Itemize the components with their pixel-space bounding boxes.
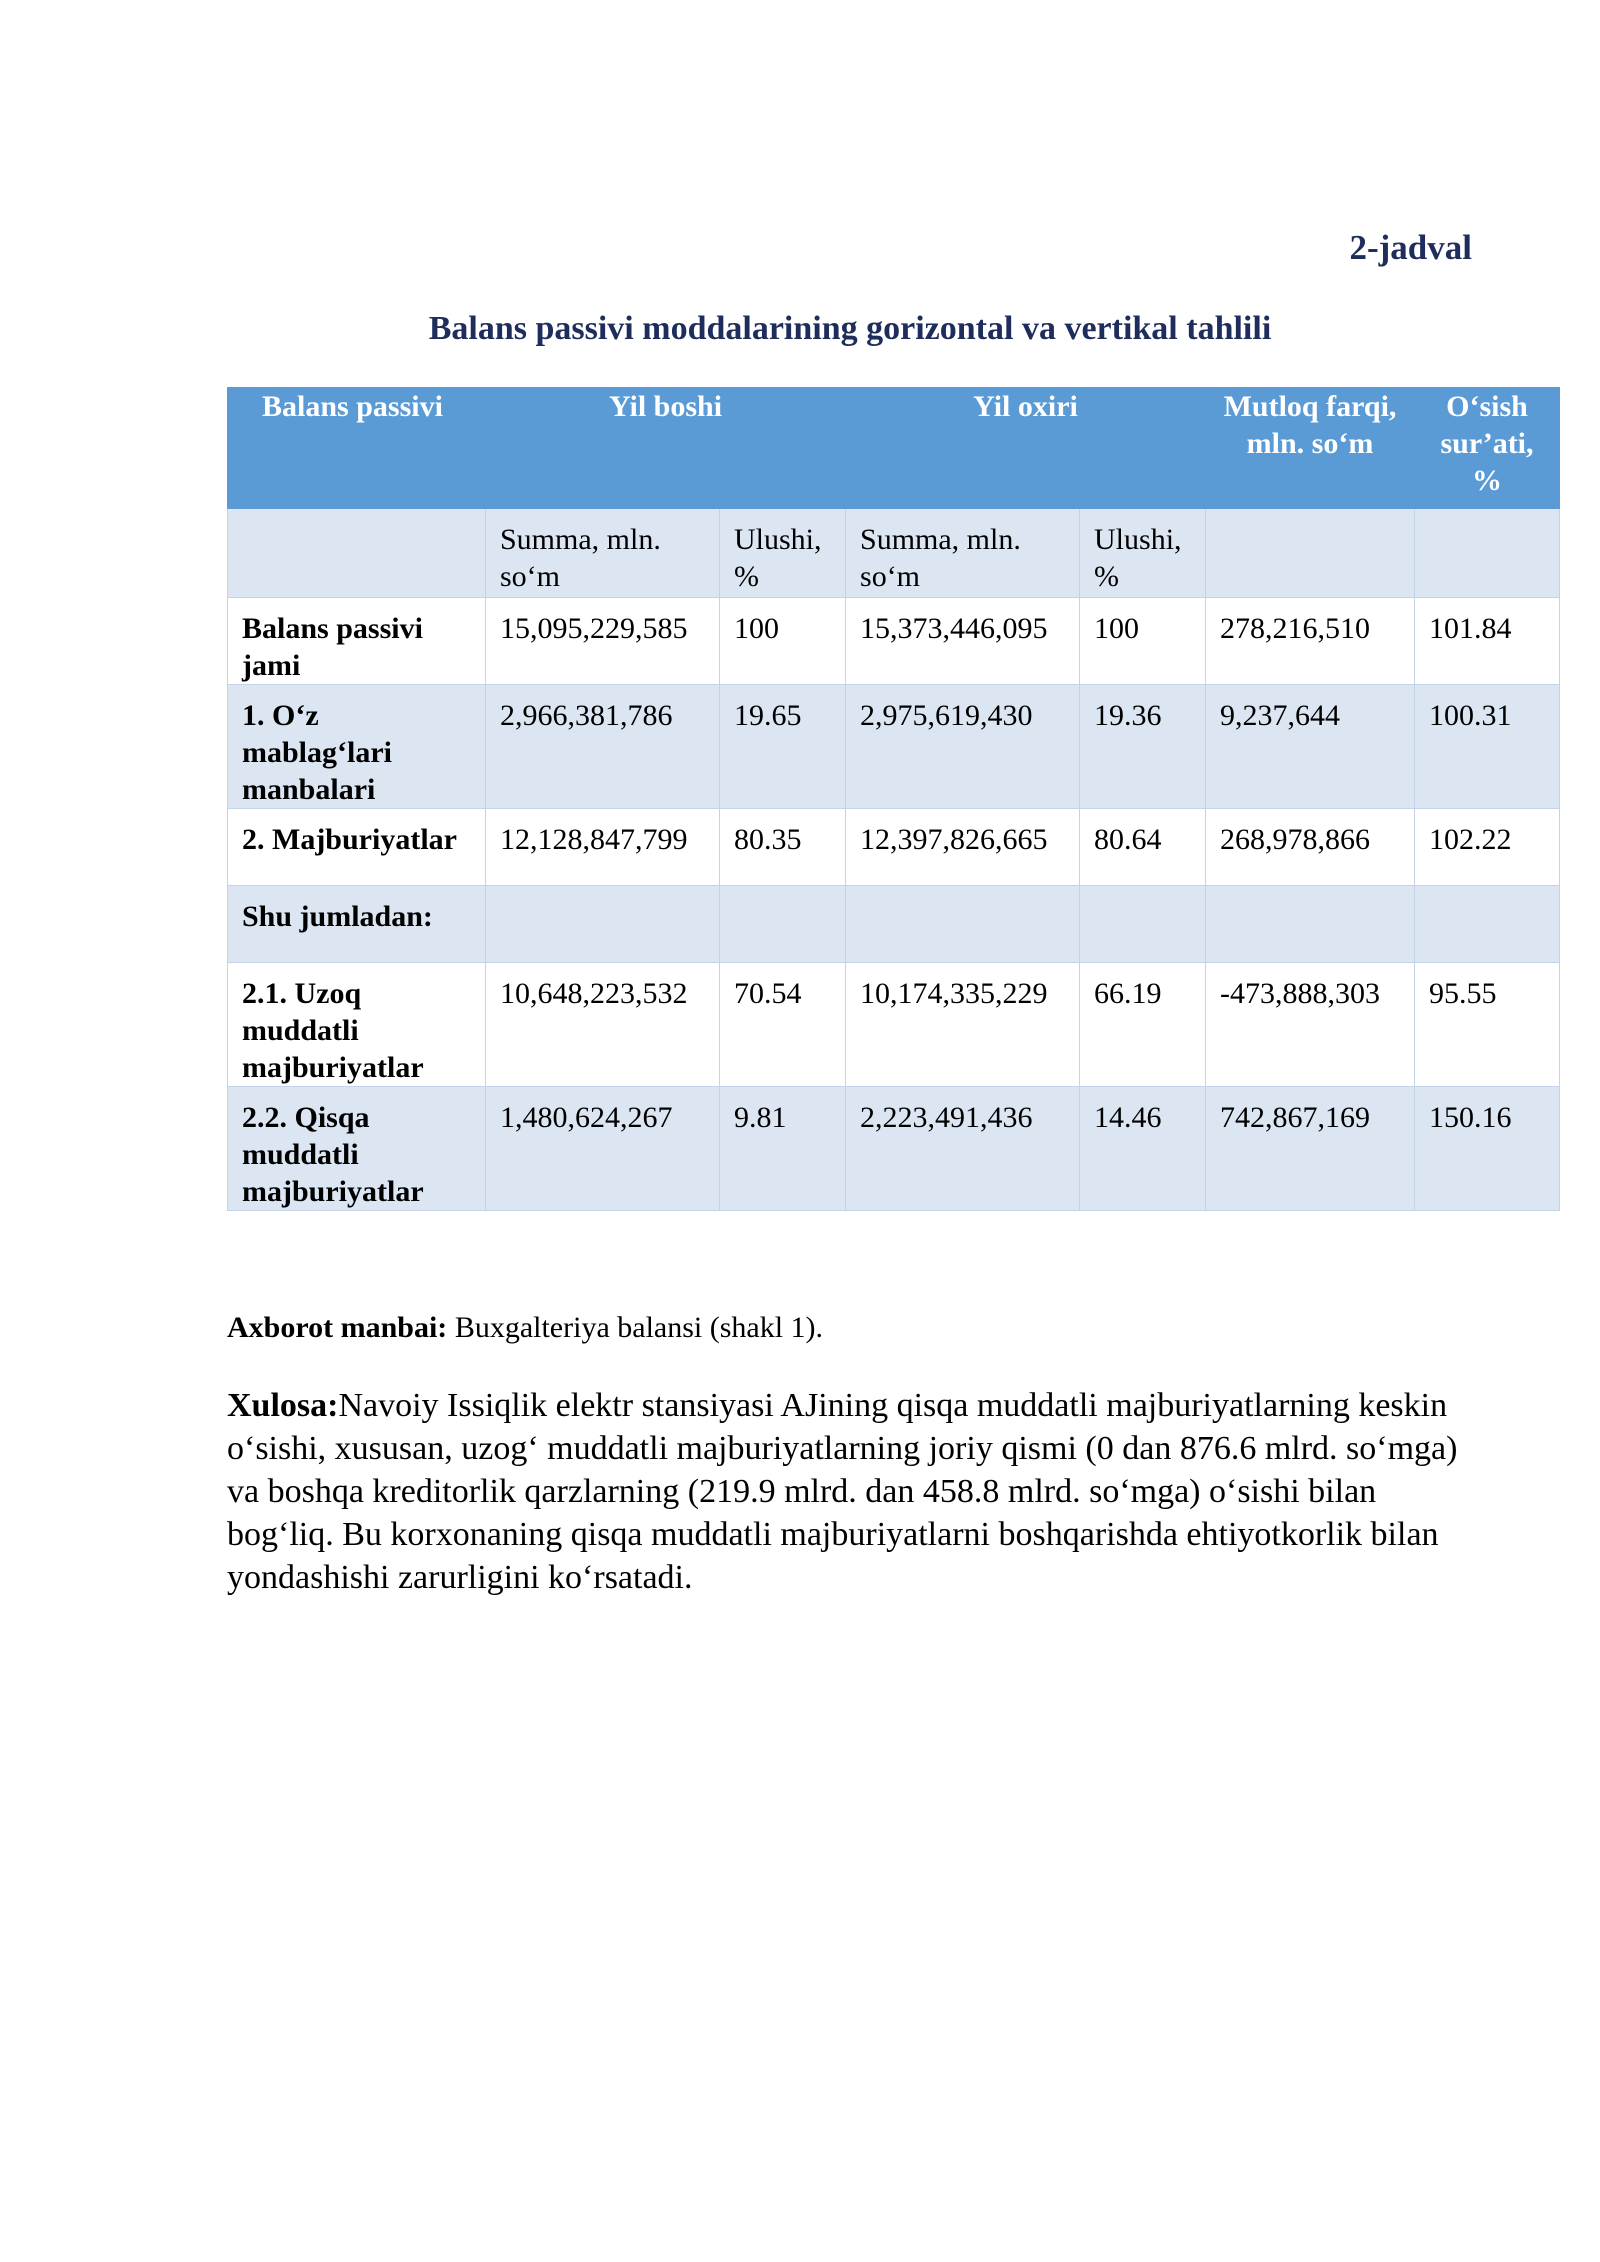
cell-growth: 95.55 [1415, 963, 1560, 1087]
conclusion-paragraph [227, 1384, 1477, 1599]
source-text: Buxgalteriya balansi (shakl 1). [447, 1311, 824, 1344]
header-growth-rate: O‘sish sur’ati, % [1415, 388, 1560, 509]
subheader-empty [1415, 509, 1560, 598]
cell-share-end: 19.36 [1080, 685, 1206, 809]
cell-share-end: 80.64 [1080, 809, 1206, 886]
source-label: Axborot manbai: [227, 1311, 448, 1344]
row-label: Balans passivi jami [228, 598, 486, 685]
header-year-start: Yil boshi [486, 388, 846, 509]
cell-sum-start [486, 886, 720, 963]
cell-growth [1415, 886, 1560, 963]
row-label: 2.2. Qisqa muddatli majburiyatlar [228, 1087, 486, 1211]
row-label: Shu jumladan: [228, 886, 486, 963]
cell-share-start [720, 886, 846, 963]
row-label: 1. O‘z mablag‘lari manbalari [228, 685, 486, 809]
document-title-text: Balans passivi moddalarining gorizontal va vertikal tahlili [428, 310, 1272, 347]
row-label: 2. Majburiyatlar [228, 809, 486, 886]
table-row [228, 1087, 1560, 1211]
cell-sum-start: 12,128,847,799 [486, 809, 720, 886]
cell-sum-start: 10,648,223,532 [486, 963, 720, 1087]
cell-abs-diff [1206, 886, 1415, 963]
cell-sum-end [846, 886, 1080, 963]
subheader-sum-start: Summa, mln. so‘m [486, 509, 720, 598]
header-balance-liabilities: Balans passivi [228, 388, 486, 509]
cell-share-start: 19.65 [720, 685, 846, 809]
subheader-sum-end: Summa, mln. so‘m [846, 509, 1080, 598]
cell-share-end: 100 [1080, 598, 1206, 685]
cell-share-start: 100 [720, 598, 846, 685]
cell-abs-diff: 268,978,866 [1206, 809, 1415, 886]
cell-sum-start: 2,966,381,786 [486, 685, 720, 809]
table-header-row [228, 388, 1560, 509]
document-title [0, 310, 1600, 348]
subheader-empty [228, 509, 486, 598]
table-row [228, 685, 1560, 809]
row-label: 2.1. Uzoq muddatli majburiyatlar [228, 963, 486, 1087]
conclusion-label: Xulosa: [227, 1387, 339, 1424]
header-year-end: Yil oxiri [846, 388, 1206, 509]
cell-sum-start: 15,095,229,585 [486, 598, 720, 685]
cell-share-end: 14.46 [1080, 1087, 1206, 1211]
cell-sum-end: 15,373,446,095 [846, 598, 1080, 685]
cell-abs-diff: 9,237,644 [1206, 685, 1415, 809]
cell-growth: 100.31 [1415, 685, 1560, 809]
cell-growth: 102.22 [1415, 809, 1560, 886]
cell-share-start: 80.35 [720, 809, 846, 886]
cell-sum-start: 1,480,624,267 [486, 1087, 720, 1211]
cell-share-end: 66.19 [1080, 963, 1206, 1087]
table-row [228, 963, 1560, 1087]
cell-share-end [1080, 886, 1206, 963]
cell-growth: 150.16 [1415, 1087, 1560, 1211]
source-note [227, 1311, 823, 1345]
cell-sum-end: 10,174,335,229 [846, 963, 1080, 1087]
table-row [228, 886, 1560, 963]
cell-abs-diff: 278,216,510 [1206, 598, 1415, 685]
header-absolute-difference: Mutloq farqi, mln. so‘m [1206, 388, 1415, 509]
cell-sum-end: 2,223,491,436 [846, 1087, 1080, 1211]
table-subheader-row [228, 509, 1560, 598]
balance-liabilities-table [227, 387, 1560, 1211]
cell-growth: 101.84 [1415, 598, 1560, 685]
cell-sum-end: 12,397,826,665 [846, 809, 1080, 886]
table-row [228, 598, 1560, 685]
subheader-share-end: Ulushi, % [1080, 509, 1206, 598]
cell-share-start: 9.81 [720, 1087, 846, 1211]
conclusion-text: Navoiy Issiqlik elektr stansiyasi AJining qisqa muddatli majburiyatlarning keskin o‘sishi, xususan, uzog‘ muddatli majburiyatlarning joriy qismi (0 dan 876.6 mlrd. so‘mga) va boshqa kreditorlik qarzlarning (219.9 mlrd. dan 458.8 mlrd. so‘mga) o‘sishi bilan bog‘liq. Bu korxonaning qisqa muddatli majburiyatlarni boshqarishda ehtiyotkorlik bilan yondashishi zarurligini ko‘rsatadi. [227, 1387, 1458, 1596]
cell-abs-diff: 742,867,169 [1206, 1087, 1415, 1211]
cell-sum-end: 2,975,619,430 [846, 685, 1080, 809]
cell-abs-diff: -473,888,303 [1206, 963, 1415, 1087]
subheader-empty [1206, 509, 1415, 598]
table-number-label: 2-jadval [1349, 228, 1472, 267]
cell-share-start: 70.54 [720, 963, 846, 1087]
subheader-share-start: Ulushi, % [720, 509, 846, 598]
table-row [228, 809, 1560, 886]
